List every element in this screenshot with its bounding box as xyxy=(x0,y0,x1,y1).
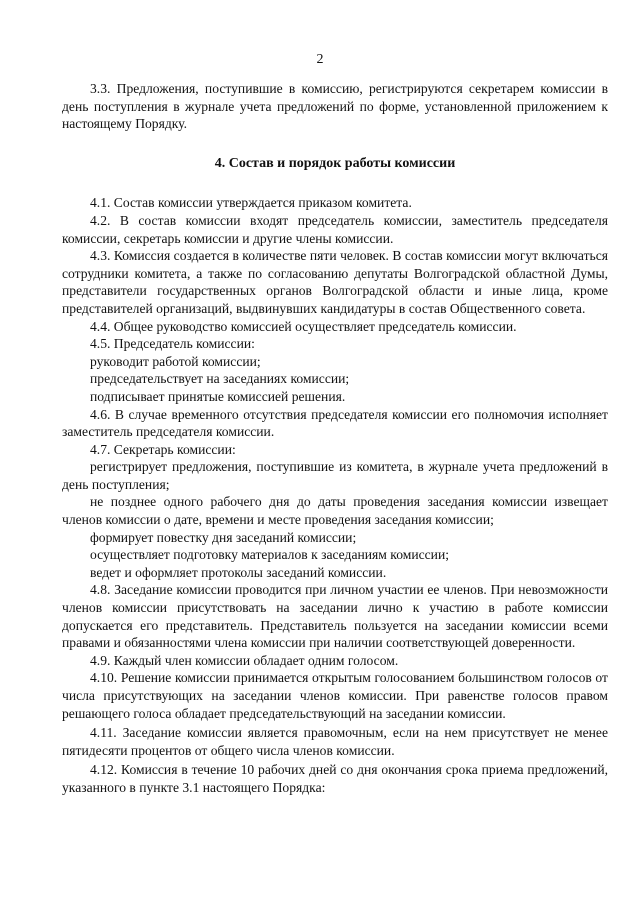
list-item: формирует повестку дня заседаний комиссии; xyxy=(90,529,357,545)
list-item: осуществляет подготовку материалов к заседаниям комиссии; xyxy=(90,547,450,563)
paragraph-4-10: 4.10. Решение комиссии принимается открытым голосованием большинством голосов от числа присутствующих на заседании членов комиссии. При равенстве голосов правом решающего голоса обладает председательствующий на заседании комиссии. xyxy=(62,670,608,721)
list-item: руководит работой комиссии; xyxy=(90,353,261,369)
document-body xyxy=(62,80,608,797)
list-item: председательствует на заседаниях комиссии; xyxy=(90,371,350,387)
paragraph-4-5: 4.5. Председатель комиссии: xyxy=(90,336,255,352)
paragraph-4-3: 4.3. Комиссия создается в количестве пяти человек. В состав комиссии могут включаться сотрудники комитета, а также по согласованию депутаты Волгоградской областной Думы, представители государственных органов Волгоградской области и иные лица, кроме представителей организаций, выдвинувших кандидатуры в состав Общественного совета. xyxy=(62,248,608,316)
paragraph-4-6: 4.6. В случае временного отсутствия председателя комиссии его полномочия исполняет заместитель председателя комиссии. xyxy=(62,406,608,440)
paragraph-3-3: 3.3. Предложения, поступившие в комиссию, регистрируются секретарем комиссии в день поступления в журнале учета предложений по форме, установленной приложением к настоящему Порядку. xyxy=(62,81,608,132)
paragraph-4-2: 4.2. В состав комиссии входят председатель комиссии, заместитель председателя комиссии, секретарь комиссии и другие члены комиссии. xyxy=(62,212,608,246)
paragraph-4-12: 4.12. Комиссия в течение 10 рабочих дней со дня окончания срока приема предложений, указанного в пункте 3.1 настоящего Порядка: xyxy=(62,762,608,795)
list-item: ведет и оформляет протоколы заседаний комиссии. xyxy=(90,564,387,580)
list-item: регистрирует предложения, поступившие из комитета, в журнале учета предложений в день поступления; xyxy=(62,459,608,492)
paragraph-4-9: 4.9. Каждый член комиссии обладает одним голосом. xyxy=(90,652,399,668)
list-item: не позднее одного рабочего дня до даты проведения заседания комиссии извещает членов комиссии о дате, времени и месте проведения заседания комиссии; xyxy=(62,494,608,528)
paragraph-4-4: 4.4. Общее руководство комиссией осуществляет председатель комиссии. xyxy=(90,318,517,334)
paragraph-4-1: 4.1. Состав комиссии утверждается приказом комитета. xyxy=(90,195,412,211)
page-number: 2 xyxy=(316,52,324,67)
paragraph-4-8: 4.8. Заседание комиссии проводится при личном участии ее членов. При невозможности членов комиссии присутствовать на заседании лично к участию в работе комиссии допускается его представитель. Представитель пользуется на заседании комиссии всеми правами и обязанностями члена комиссии при наличии соответствующей доверенности. xyxy=(62,582,608,651)
list-item: подписывает принятые комиссией решения. xyxy=(90,388,346,404)
paragraph-4-11: 4.11. Заседание комиссии является правомочным, если на нем присутствует не менее пятидесяти процентов от общего числа членов комиссии. xyxy=(62,725,608,758)
section-title: 4. Состав и порядок работы комиссии xyxy=(214,155,456,171)
paragraph-4-7: 4.7. Секретарь комиссии: xyxy=(90,441,236,457)
